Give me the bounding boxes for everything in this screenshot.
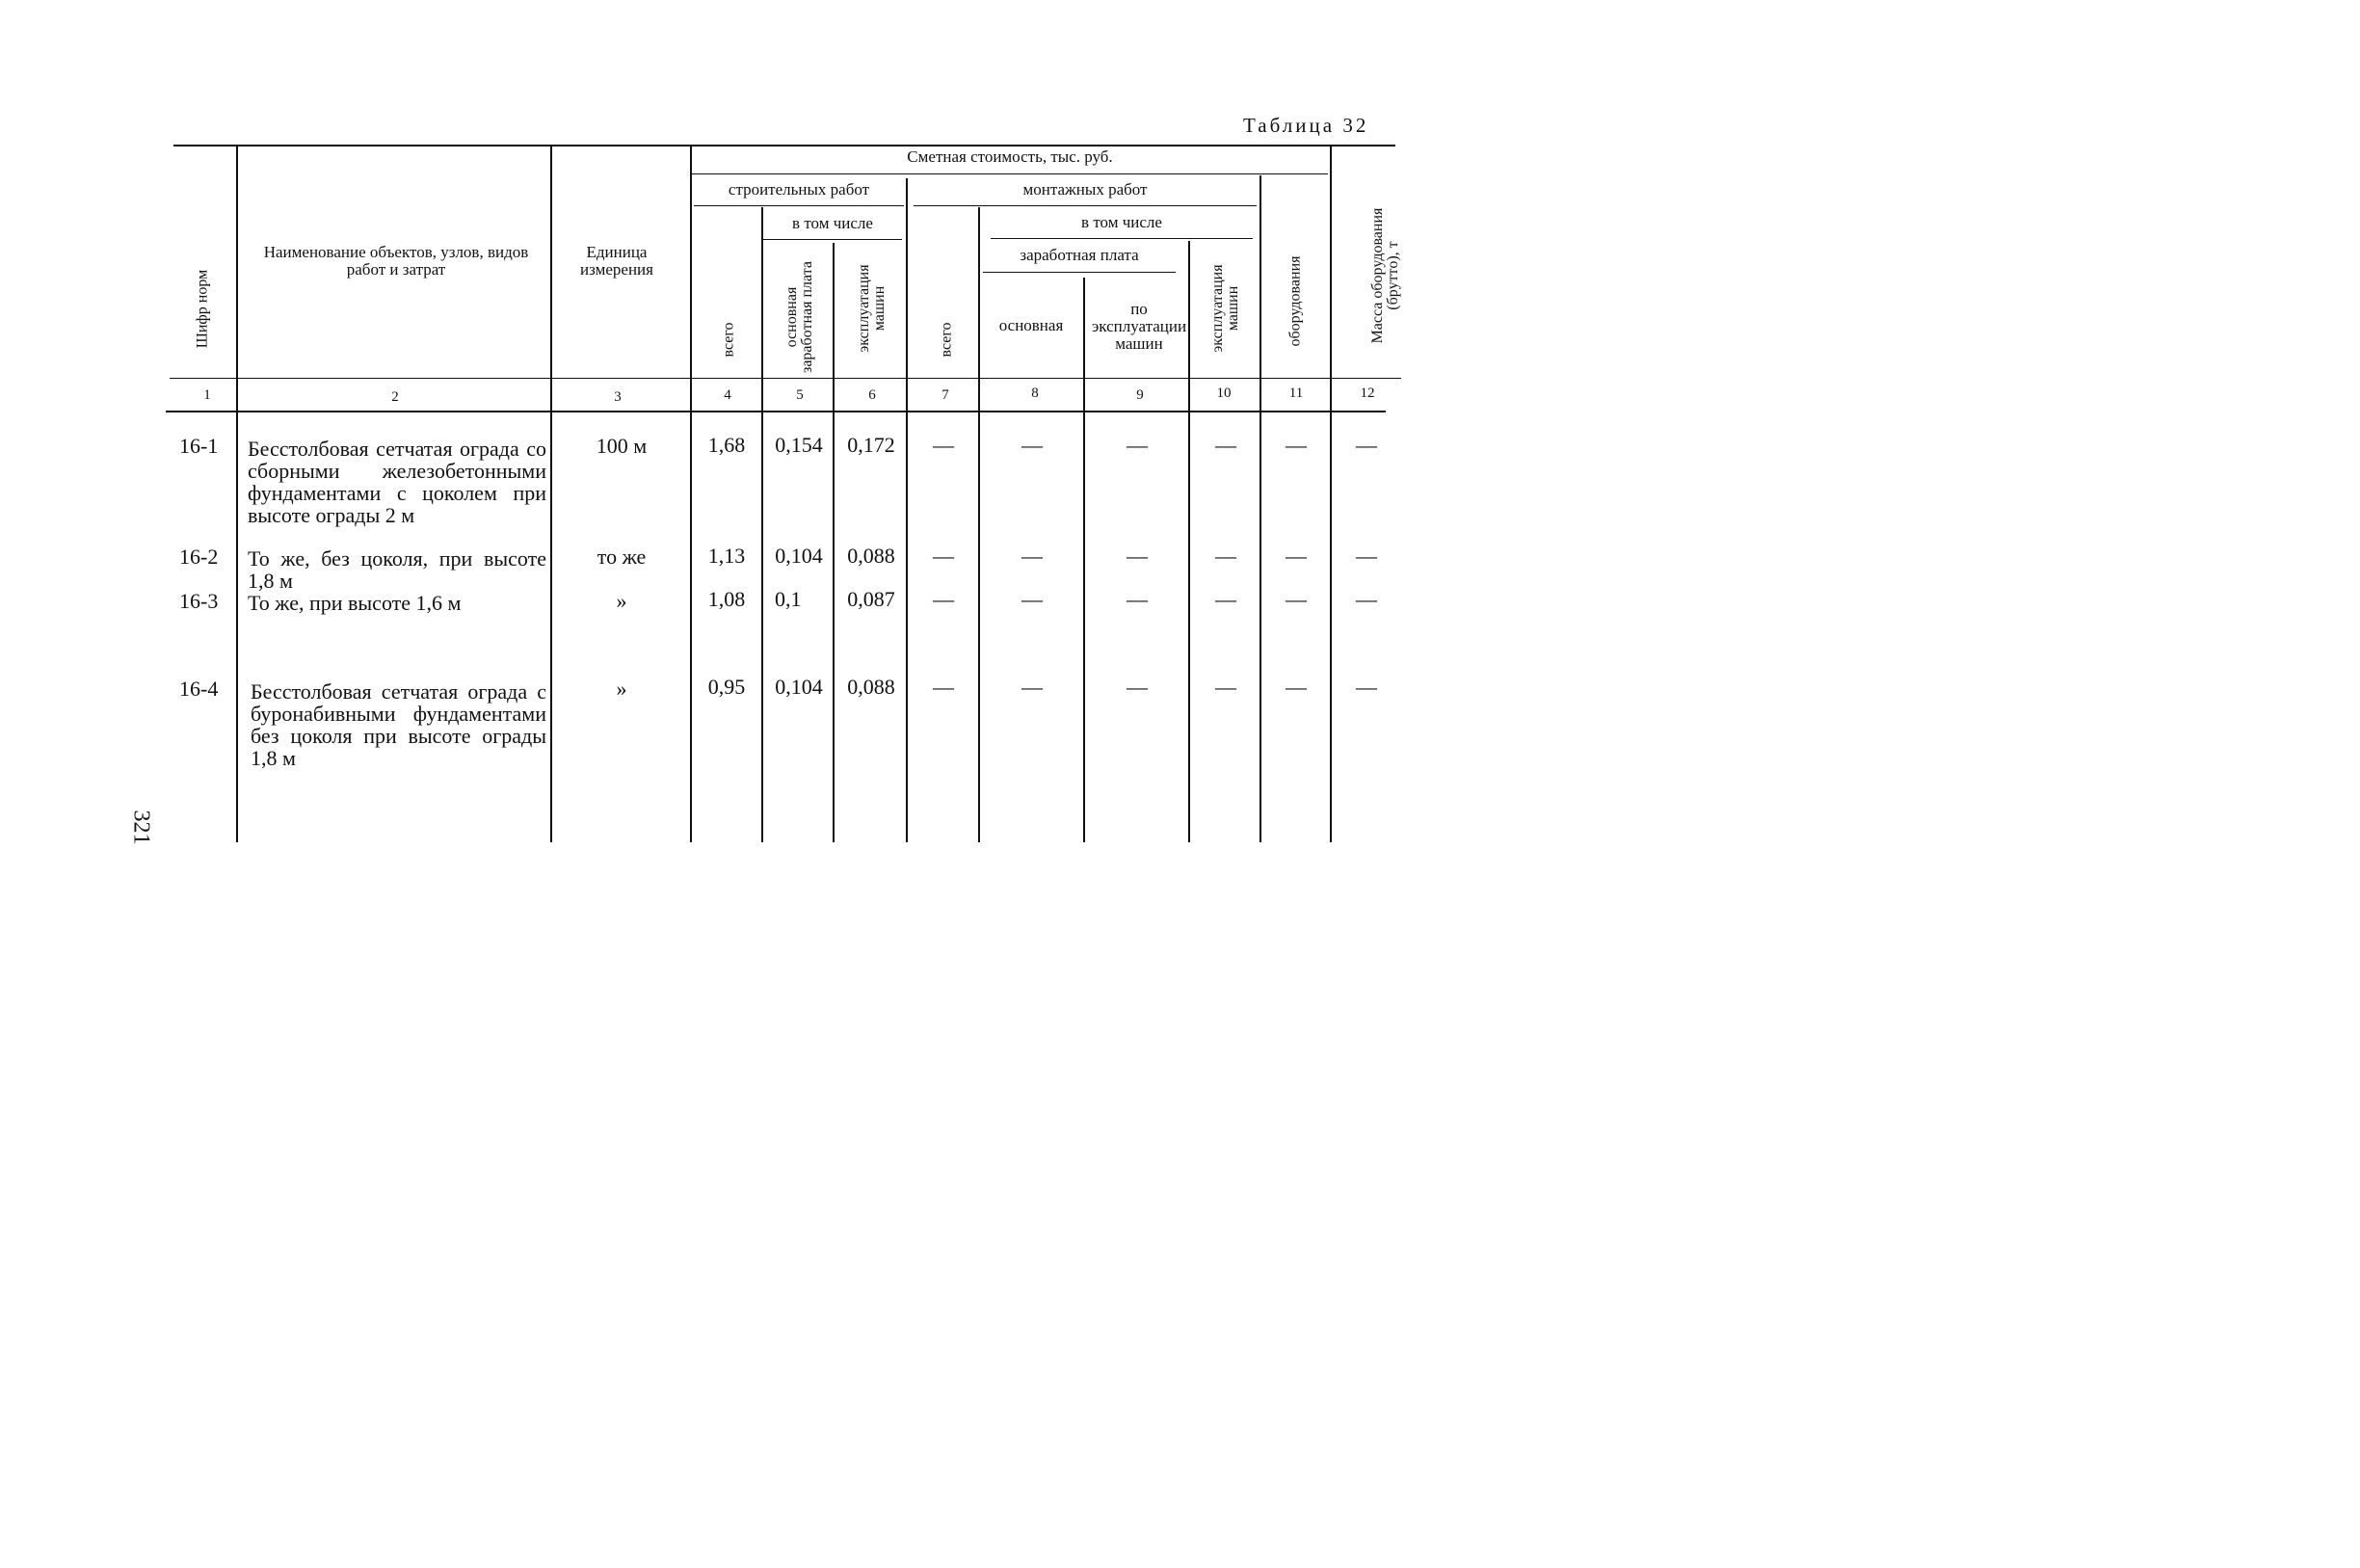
header-equipment-mass: Масса оборудования (брутто), т — [1369, 207, 1401, 344]
header-wage-machine-op: по эксплуатации машин — [1091, 300, 1187, 353]
row-value: — — [1127, 675, 1148, 699]
header-name: Наименование объектов, узлов, видов работ и затрат — [263, 243, 529, 279]
row-value: — — [1127, 433, 1148, 457]
row-value: — — [1021, 675, 1043, 699]
row-unit: » — [616, 677, 627, 701]
row-value: 0,172 — [847, 433, 895, 457]
header-basic: основная — [998, 316, 1064, 334]
header-wages: заработная плата — [1020, 246, 1139, 264]
row-value: 0,95 — [707, 675, 746, 699]
header-unit: Единица измерения — [580, 243, 653, 279]
row-value: — — [1021, 433, 1043, 457]
row-value: — — [933, 433, 954, 457]
row-value: — — [1356, 433, 1377, 457]
page-number: 321 — [128, 810, 154, 845]
row-value: — — [1215, 433, 1236, 457]
row-unit: то же — [597, 545, 647, 569]
row-name: Бесстолбовая сетчатая ограда с буронабивными фундаментами без цоколя при высоте ограды 1,8 м — [251, 679, 546, 770]
row-code: 16-3 — [179, 589, 219, 613]
column-number: 9 — [1136, 387, 1144, 403]
row-value: — — [1215, 587, 1236, 611]
row-value: — — [1356, 544, 1377, 568]
header-machine-op-b: эксплуатация машин — [1209, 264, 1241, 353]
row-value: 0,1 — [775, 587, 802, 611]
row-unit: » — [616, 589, 627, 613]
row-value: — — [1021, 544, 1043, 568]
row-value: 0,104 — [775, 675, 823, 699]
column-number: 11 — [1288, 385, 1304, 401]
header-construction-incl: в том числе — [792, 214, 873, 232]
column-number: 12 — [1360, 385, 1375, 401]
header-cost-group: Сметная стоимость, тыс. руб. — [907, 147, 1113, 166]
header-code: Шифр норм — [194, 269, 211, 349]
row-code: 16-1 — [179, 434, 219, 458]
row-code: 16-2 — [179, 545, 219, 569]
header-machine-op-a: эксплуатация машин — [856, 264, 888, 353]
row-name: Бесстолбовая сетчатая ограда со сборными железобетонными фундаментами с цоколем при высоте ограды 2 м — [248, 437, 546, 527]
row-value: — — [933, 587, 954, 611]
column-number: 6 — [868, 387, 876, 403]
row-value: — — [1286, 587, 1307, 611]
row-value: — — [1215, 675, 1236, 699]
column-number: 8 — [1031, 385, 1039, 401]
row-value: — — [1127, 587, 1148, 611]
row-value: — — [1356, 675, 1377, 699]
column-number: 1 — [203, 387, 211, 403]
header-installation: монтажных работ — [1022, 180, 1148, 199]
row-name: То же, без цоколя, при высоте 1,8 м — [248, 546, 546, 593]
column-number: 7 — [941, 387, 949, 403]
row-value: 1,13 — [707, 544, 746, 568]
row-value: — — [933, 544, 954, 568]
row-value: 0,087 — [847, 587, 895, 611]
row-code: 16-4 — [179, 677, 219, 701]
row-value: 0,088 — [847, 675, 895, 699]
row-value: — — [1286, 544, 1307, 568]
row-value: — — [933, 675, 954, 699]
row-value: 0,088 — [847, 544, 895, 568]
column-number: 10 — [1216, 385, 1232, 401]
row-value: 1,08 — [707, 587, 746, 611]
header-total-b: всего — [938, 322, 955, 358]
row-value: 0,154 — [775, 433, 823, 457]
row-value: — — [1127, 544, 1148, 568]
header-basic-wage: основная заработная плата — [783, 261, 815, 373]
row-value: — — [1215, 544, 1236, 568]
header-equipment: оборудования — [1286, 255, 1304, 347]
row-value: — — [1021, 587, 1043, 611]
row-value: — — [1356, 587, 1377, 611]
row-value: — — [1286, 433, 1307, 457]
table-title: Таблица 32 — [1243, 114, 1369, 137]
column-number: 2 — [391, 389, 399, 405]
column-number: 5 — [796, 387, 804, 403]
row-unit: 100 м — [596, 434, 648, 458]
row-value: 1,68 — [707, 433, 746, 457]
header-construction: строительных работ — [728, 180, 870, 199]
header-total-a: всего — [720, 322, 737, 358]
column-number: 3 — [614, 389, 622, 405]
column-number: 4 — [724, 387, 731, 403]
header-installation-incl: в том числе — [1081, 213, 1162, 231]
row-value: — — [1286, 675, 1307, 699]
row-name: То же, при высоте 1,6 м — [248, 591, 462, 615]
row-value: 0,104 — [775, 544, 823, 568]
